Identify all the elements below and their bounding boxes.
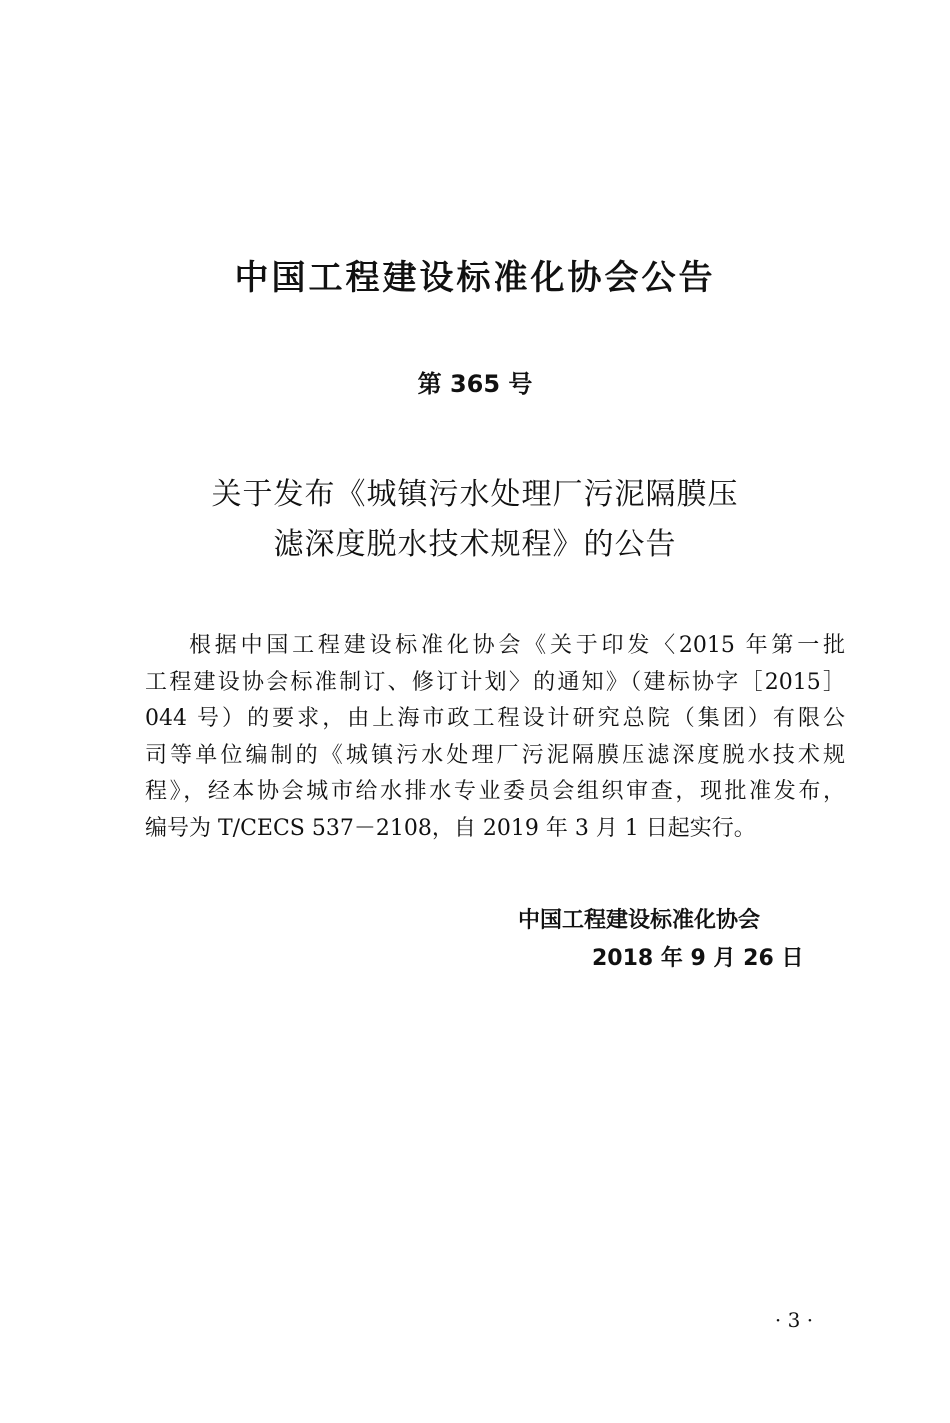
page-number: · 3 ·	[774, 1308, 814, 1332]
notice-subject	[0, 470, 950, 570]
page-title: 中国工程建设标准化协会公告	[234, 258, 716, 298]
body-line-5: 程》，经本协会城市给水排水专业委员会组织审查，现批准发布，	[145, 779, 845, 805]
signature-date: 2018 年 9 月 26 日	[592, 946, 804, 971]
body-line-1: 根据中国工程建设标准化协会《关于印发〈2015 年第一批	[189, 633, 845, 658]
subject-line-1: 关于发布《城镇污水处理厂污泥隔膜压	[211, 477, 739, 512]
subject-line-2: 滤深度脱水技术规程》的公告	[273, 527, 677, 562]
body-line-6: 编号为 T/CECS 537－2108，自 2019 年 3 月 1 日起实行。	[145, 815, 756, 841]
body-line-4: 司等单位编制的《城镇污水处理厂污泥隔膜压滤深度脱水技术规	[145, 742, 845, 768]
body-line-2: 工程建设协会标准制订、修订计划〉的通知》（建标协字［2015］	[145, 669, 845, 695]
notice-number: 第 365 号	[417, 370, 533, 398]
notice-body	[145, 628, 845, 848]
signature-organization: 中国工程建设标准化协会	[518, 908, 761, 933]
body-line-3: 044 号）的要求，由上海市政工程设计研究总院（集团）有限公	[145, 706, 845, 732]
